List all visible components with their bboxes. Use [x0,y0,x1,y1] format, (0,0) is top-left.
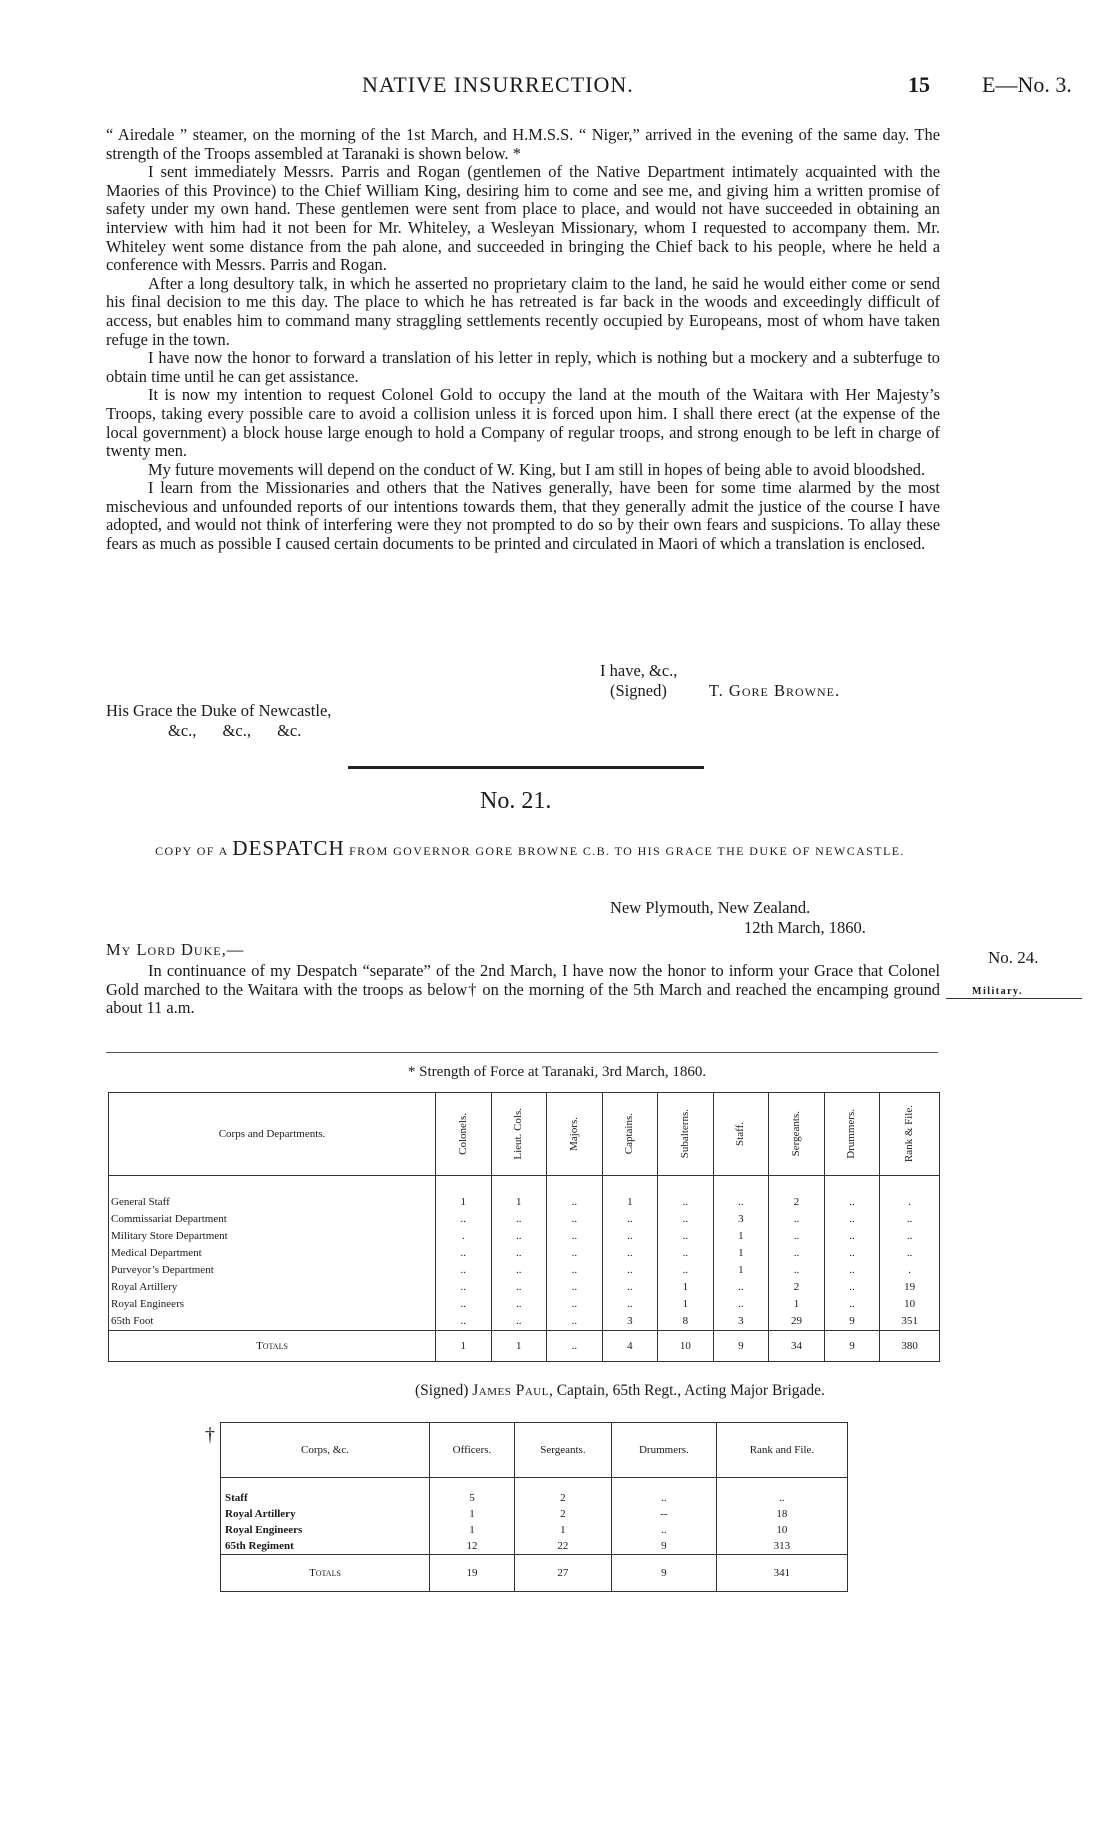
table-cell: .. [491,1211,547,1228]
table-cell: .. [491,1228,547,1245]
table-cell: .. [602,1228,658,1245]
table-cell: 3 [713,1313,769,1331]
table-cell: .. [611,1522,716,1538]
despatch-paragraph: In continuance of my Despatch “separate” of the 2nd March, I have now the honor to inform your Grace that Colonel Gold marched to the Waitara with the troops as below† on the morning of the 5th March and reached the encamping ground about 11 a.m. [106,961,940,1018]
letter-paragraph: It is now my intention to request Colonel Gold to occupy the land at the mouth of the Waitara with Her Majesty’s Troops, taking every possible care to avoid a collision unless it is forced upon him. I shall there erect (at the expense of the local government) a block house large enough to hold a Company of regular troops, and strong enough to be left in charge of twenty men. [106,385,940,461]
table-cell: .. [769,1245,825,1262]
signatory-name: T. Gore Browne. [708,681,841,700]
total-cell: 27 [514,1555,611,1592]
table-cell: .. [602,1279,658,1296]
col-header: Drummers. [824,1093,880,1176]
table-row [109,1194,940,1211]
troops-table [220,1422,848,1592]
despatch-title-post: FROM GOVERNOR GORE BROWNE C.B. TO HIS GRACE THE DUKE OF NEWCASTLE. [349,844,905,858]
row-label: Medical Department [109,1245,436,1262]
table-cell: 1 [430,1522,515,1538]
row-label: Royal Artillery [221,1506,430,1522]
table-cell: .. [547,1279,603,1296]
table-row [109,1211,940,1228]
table-cell: .. [491,1279,547,1296]
despatch-title-pre: COPY OF A [155,844,228,858]
table-cell: 10 [880,1296,940,1313]
table1-signature [415,1382,825,1400]
despatch-body [106,962,940,1018]
total-cell: 9 [824,1331,880,1362]
table-cell: .. [491,1313,547,1331]
table-cell: 1 [658,1279,714,1296]
table-cell: .. [547,1296,603,1313]
table-cell: .. [824,1228,880,1245]
table-cell: .. [658,1228,714,1245]
table-cell: 3 [713,1211,769,1228]
row-label: Military Store Department [109,1228,436,1245]
row-label: Purveyor’s Department [109,1262,436,1279]
col-header: Lieut. Cols. [491,1093,547,1176]
table-cell: . [436,1228,492,1245]
addressee: His Grace the Duke of Newcastle, [106,701,332,720]
footnote-divider [106,1052,938,1053]
row-label: 65th Regiment [221,1538,430,1555]
document-reference: E—No. 3. [982,72,1072,97]
table-cell: .. [824,1211,880,1228]
letter-closing: I have, &c., [600,661,678,680]
signatory-role: , Captain, 65th Regt., Acting Major Brigade. [548,1382,825,1399]
table-cell: .. [547,1194,603,1211]
letter-paragraph: I have now the honor to forward a translation of his letter in reply, which is nothing but a mockery and a subterfuge to obtain time until he can get assistance. [106,348,940,386]
total-cell: .. [547,1331,603,1362]
table-cell: .. [880,1228,940,1245]
table-cell: .. [880,1245,940,1262]
despatch-title [130,838,930,861]
table-cell: 18 [716,1506,847,1522]
col-header: Staff. [713,1093,769,1176]
total-cell: 9 [611,1555,716,1592]
table-cell: .. [547,1245,603,1262]
table-cell: .. [547,1228,603,1245]
total-cell: 1 [436,1331,492,1362]
table-cell: .. [611,1490,716,1506]
table-cell: . [880,1194,940,1211]
table-cell: .. [658,1245,714,1262]
table-cell: 1 [436,1194,492,1211]
table-cell: .. [436,1296,492,1313]
col-header: Drummers. [611,1423,716,1478]
letter-signature [610,681,840,701]
table-cell: 351 [880,1313,940,1331]
page-number: 15 [908,72,930,97]
margin-number: No. 24. [988,948,1039,967]
table-header-row [221,1423,848,1478]
col-header: Majors. [547,1093,603,1176]
total-cell: 34 [769,1331,825,1362]
col-header: Corps, &c. [221,1423,430,1478]
table-cell: .. [824,1279,880,1296]
col-header: Officers. [430,1423,515,1478]
table1-caption: * Strength of Force at Taranaki, 3rd March, 1860. [407,1064,707,1080]
letter-paragraph: After a long desultory talk, in which he asserted no proprietary claim to the land, he said he would either come or send his final decision to me this day. The place to which he has retreated is far back in the woods and exceedingly difficult of access, but enables him to command many straggling settlements recently occupied by Europeans, most of whom have taken refuge in the town. [106,273,940,349]
table-row [109,1245,940,1262]
despatch-place: New Plymouth, New Zealand. [610,898,811,917]
table-cell: .. [602,1245,658,1262]
col-header: Captains. [602,1093,658,1176]
table-cell: .. [547,1313,603,1331]
table-cell: .. [658,1194,714,1211]
table-row [221,1538,848,1555]
strength-table [108,1092,940,1362]
total-cell: 1 [491,1331,547,1362]
table-cell: 29 [769,1313,825,1331]
totals-label: Totals [221,1555,430,1592]
table-cell: 9 [824,1313,880,1331]
table-cell: .. [491,1296,547,1313]
table-header-row [109,1093,940,1176]
despatch-date: 12th March, 1860. [744,918,866,937]
margin-rule [946,998,1082,999]
margin-label: Military. [972,986,1023,997]
col-header: Colonels. [436,1093,492,1176]
page-title: NATIVE INSURRECTION. [362,72,634,97]
letter-body [106,126,940,554]
row-label: Commissariat Department [109,1211,436,1228]
despatch-title-main: DESPATCH [232,836,345,860]
total-cell: 10 [658,1331,714,1362]
spacer-row [221,1478,848,1491]
total-cell: 341 [716,1555,847,1592]
table-cell: .. [824,1245,880,1262]
table-cell: .. [436,1245,492,1262]
table-cell: .. [769,1211,825,1228]
despatch-number: No. 21. [480,788,552,814]
table-cell: .. [491,1262,547,1279]
table-row [221,1522,848,1538]
table-cell: 1 [713,1262,769,1279]
table-cell: .. [769,1262,825,1279]
table-cell: 5 [430,1490,515,1506]
table-cell: 1 [713,1228,769,1245]
row-label: General Staff [109,1194,436,1211]
table-cell: .. [658,1211,714,1228]
table-cell: 1 [713,1245,769,1262]
table-cell: .. [824,1194,880,1211]
section-divider [348,766,704,769]
table-cell: .. [547,1211,603,1228]
col-header: Corps and Departments. [109,1093,436,1176]
table-cell: 2 [769,1279,825,1296]
addressee-etc: &c., &c., &c. [168,721,302,740]
table-cell: 12 [430,1538,515,1555]
letter-paragraph: I sent immediately Messrs. Parris and Rogan (gentlemen of the Native Department intimately acquainted with the Maories of this Province) to the Chief William King, desiring him to come and see me, and giving him a written promise of safety under my own hand. These gentlemen were sent from place to place, and would not have succeeded in obtaining an interview with him had it not been for Mr. Whiteley, a Wesleyan Missionary, whom I requested to accompany them. Mr. Whiteley went some distance from the pah alone, and succeeded in bringing the Chief back to his people, where he held a conference with Messrs. Parris and Rogan. [106,162,940,275]
table-cell: 10 [716,1522,847,1538]
table-row [109,1262,940,1279]
table-cell: .. [824,1262,880,1279]
table-cell: .. [547,1262,603,1279]
table-row [109,1296,940,1313]
table-cell: 2 [769,1194,825,1211]
total-cell: 4 [602,1331,658,1362]
table-cell: .. [436,1313,492,1331]
total-cell: 9 [713,1331,769,1362]
signed-label: (Signed) [415,1382,469,1399]
table-cell: .. [824,1296,880,1313]
table-cell: .. [602,1296,658,1313]
table-cell: 2 [514,1490,611,1506]
totals-row [109,1331,940,1362]
table-cell: .. [769,1228,825,1245]
row-label: Royal Engineers [221,1522,430,1538]
table-row [221,1490,848,1506]
table-row [109,1313,940,1331]
col-header: Subalterns. [658,1093,714,1176]
signatory-name: James Paul [472,1382,549,1399]
salutation: My Lord Duke,— [106,940,245,959]
table-cell: .. [713,1279,769,1296]
table-cell: 1 [514,1522,611,1538]
table-cell: 19 [880,1279,940,1296]
table-cell: .. [436,1279,492,1296]
table-cell: .. [880,1211,940,1228]
row-label: Staff [221,1490,430,1506]
table-cell: .. [602,1262,658,1279]
total-cell: 19 [430,1555,515,1592]
col-header: Sergeants. [514,1423,611,1478]
row-label: 65th Foot [109,1313,436,1331]
table-cell: .. [436,1262,492,1279]
table-cell: 22 [514,1538,611,1555]
table-cell: . [880,1262,940,1279]
table-cell: .. [713,1296,769,1313]
letter-paragraph: I learn from the Missionaries and others that the Natives generally, have been for some time alarmed by the most mischevious and unfounded reports of our intentions towards them, that they generally admit the justice of the course I have adopted, and would not think of interfering were they not prompted to do so by their own fears and suspicions. To allay these fears as much as possible I caused certain documents to be printed and circulated in Maori of which a translation is enclosed. [106,478,940,554]
signed-label: (Signed) [610,681,667,700]
table-row [221,1506,848,1522]
table-cell: .. [436,1211,492,1228]
letter-paragraph: My future movements will depend on the conduct of W. King, but I am still in hopes of being able to avoid bloodshed. [148,459,926,479]
col-header: Sergeants. [769,1093,825,1176]
spacer-row [109,1176,940,1195]
row-label: Royal Artillery [109,1279,436,1296]
table-cell: 8 [658,1313,714,1331]
table-cell: .. [713,1194,769,1211]
table-cell: 1 [602,1194,658,1211]
totals-label: Totals [109,1331,436,1362]
totals-row [221,1555,848,1592]
table-cell: 1 [430,1506,515,1522]
col-header: Rank & File. [880,1093,940,1176]
table-row [109,1279,940,1296]
table-cell: 9 [611,1538,716,1555]
table-cell: .. [658,1262,714,1279]
table-cell: .. [491,1245,547,1262]
table-cell: .. [602,1211,658,1228]
letter-paragraph: “ Airedale ” steamer, on the morning of the 1st March, and H.M.S.S. “ Niger,” arrived in the evening of the same day. The strength of the Troops assembled at Taranaki is shown below. * [106,125,940,163]
total-cell: 380 [880,1331,940,1362]
table-cell: 313 [716,1538,847,1555]
table-cell: .. [716,1490,847,1506]
table-cell: -- [611,1506,716,1522]
table-cell: 1 [658,1296,714,1313]
table-cell: 1 [769,1296,825,1313]
table-cell: 3 [602,1313,658,1331]
row-label: Royal Engineers [109,1296,436,1313]
table-cell: 1 [491,1194,547,1211]
dagger-mark: † [205,1424,215,1446]
col-header: Rank and File. [716,1423,847,1478]
table-row [109,1228,940,1245]
running-header [0,72,1114,106]
table-cell: 2 [514,1506,611,1522]
